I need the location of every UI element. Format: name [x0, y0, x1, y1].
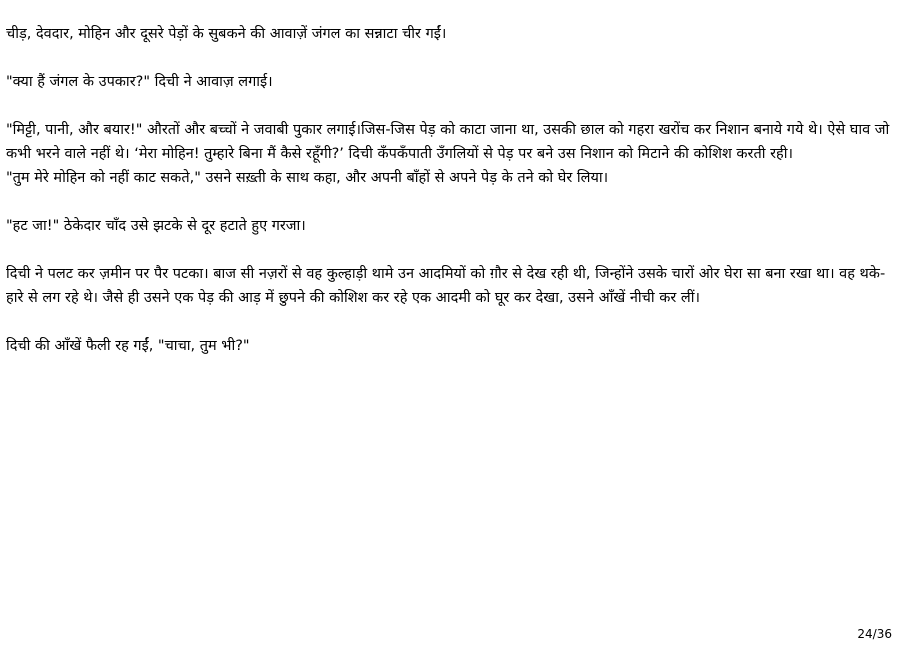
paragraph: "तुम मेरे मोहिन को नहीं काट सकते," उसने सख़्ती के साथ कहा, और अपनी बाँहों से अपने पेड़ के तने को घेर लिया।: [6, 170, 609, 186]
page-number: 24/36: [857, 627, 892, 641]
paragraph: "मिट्टी, पानी, और बयार!" औरतों और बच्चों ने जवाबी पुकार लगाई।जिस-जिस पेड़ को काटा जाना था, उसकी छाल को गहरा खरोंच कर निशान बनाये गये थे। ऐसे घाव जो कभी भरने वाले नहीं थे। ‘मेरा मोहिन! तुम्हारे बिना मैं कैसे रहूँगी?’ दिची कँपकँपाती उँगलियों से पेड़ पर बने उस निशान को मिटाने की कोशिश करती रही।: [6, 122, 890, 162]
paragraph: दिची की आँखें फैली रह गईं, "चाचा, तुम भी?": [6, 338, 250, 354]
paragraph: दिची ने पलट कर ज़मीन पर पैर पटका। बाज सी नज़रों से वह कुल्हाड़ी थामे उन आदमियों को ग़ौर से देख रही थी, जिन्होंने उसके चारों ओर घेरा सा बना रखा था। वह थके-हारे से लग रहे थे। जैसे ही उसने एक पेड़ की आड़ में छुपने की कोशिश कर रहे एक आदमी को घूर कर देखा, उसने आँखें नीची कर लीं।: [6, 266, 886, 306]
page-body-text: [6, 22, 894, 358]
paragraph: "हट जा!" ठेकेदार चाँद उसे झटके से दूर हटाते हुए गरजा।: [6, 218, 306, 234]
paragraph: चीड़, देवदार, मोहिन और दूसरे पेड़ों के सुबकने की आवाज़ें जंगल का सन्नाटा चीर गईं।: [6, 26, 447, 42]
paragraph: "क्या हैं जंगल के उपकार?" दिची ने आवाज़ लगाई।: [6, 74, 273, 90]
